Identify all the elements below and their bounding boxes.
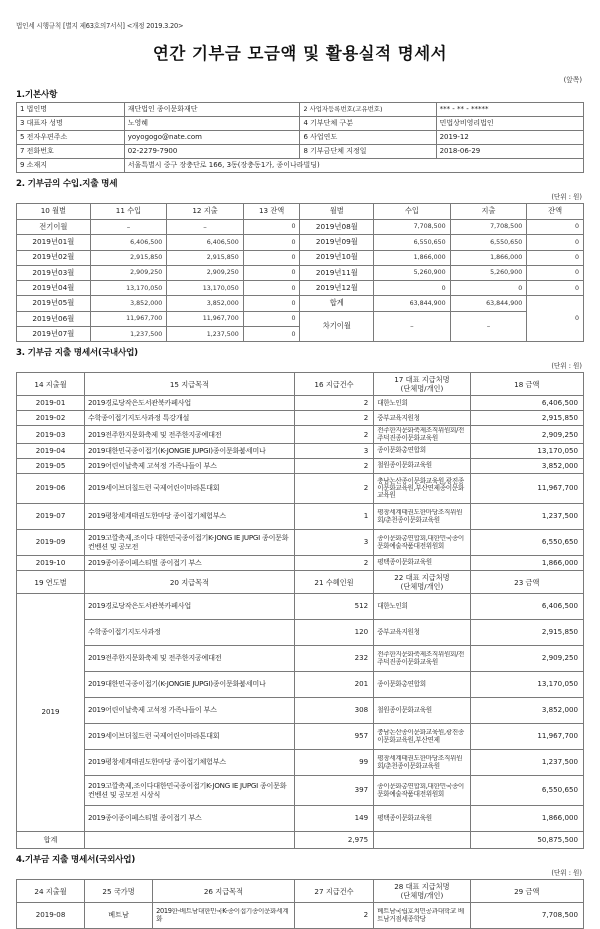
col-recipient-line1: 17 대표 지급처명 [394,375,450,385]
purpose-cell: 2019어린이날축제 고석정 가족나들이 부스 [85,459,295,474]
purpose-cell: 2019경로당작은도서관북카페사업 [85,396,295,411]
purpose-cell: 2019종이종이페스티벌 종이접기 부스 [85,556,295,571]
income-cell: 3,852,000 [90,296,167,311]
table-row [17,672,584,698]
table-row [17,903,584,929]
col-recipient [374,373,470,396]
total-expense-cell: 63,844,900 [450,296,527,311]
income-cell: 11,967,700 [90,311,167,326]
table-row [17,265,584,280]
col-year-recipient [374,571,470,594]
table-row [17,145,584,159]
address-label: 9 소재지 [17,159,125,173]
income-cell: 5,260,900 [374,265,451,280]
table-row [17,250,584,265]
col-expense-right: 지출 [450,204,527,220]
overseas-expenditure-table [16,879,584,929]
income-cell: 6,406,500 [90,235,167,250]
col-month-right: 월별 [300,204,374,220]
carryforward-label-cell: 차기이월 [300,311,374,342]
table-row [17,776,584,806]
count-cell: 2 [294,903,373,929]
total-label: 합계 [17,832,85,849]
recipient-cell: 종이문화총연합회,대한민국종이문화예술작품대전위원회 [377,783,464,798]
table-row [17,235,584,250]
beneficiaries-cell: 957 [294,724,373,750]
month-cell: 2019-01 [17,396,85,411]
recipient-cell: 전주한지문화축제조직위원회/전주덕진종이문화교육원 [377,427,465,442]
count-cell: 1 [294,504,373,530]
recipient-cell: 대한노인회 [374,396,470,411]
count-cell: 2 [294,411,373,426]
recipient-cell: 종이문화총연합회 [374,672,470,698]
address-value: 서울특별시 중구 장충단로 166, 3동(장충동1가, 종이나라빌딩) [124,159,583,173]
beneficiaries-cell: 308 [294,698,373,724]
representative-label: 3 대표자 성명 [17,117,125,131]
beneficiaries-cell: 201 [294,672,373,698]
recipient-cell: 평창세계태권도한마당조직위원회/춘천종이문화교육원 [377,755,463,770]
org-type-label: 4 기부단체 구분 [300,117,436,131]
balance-cell: 0 [243,311,300,326]
month-cell: 2019-09 [17,530,85,556]
business-number-value: *** - ** - ***** [436,103,583,117]
recipient-cell: 전주한지문화축제조직위원회/전주덕진종이문화교육원 [377,651,465,666]
month-cell: 2019-08 [17,903,85,929]
month-cell: 2019년09월 [300,235,374,250]
table-row [17,311,584,326]
table-row [17,444,584,459]
count-cell: 3 [294,444,373,459]
recipient-cell: 평택종이문화교육원 [374,556,470,571]
balance-cell: 0 [243,265,300,280]
expense-cell: 2,909,250 [167,265,244,280]
recipient-cell: 평창세계태권도한마당조직위원회/춘천종이문화교육원 [377,509,463,524]
amount-cell: 1,866,000 [470,806,583,832]
recipient-cell: 대한노인회 [374,594,470,620]
purpose-cell: 2019대한민국종이접기(K-JONGIE JUPGI)종이문화붐세미나 [85,672,295,698]
phone-label: 7 전화번호 [17,145,125,159]
amount-cell: 3,852,000 [470,698,583,724]
fiscal-year-label: 6 사업연도 [300,131,436,145]
table-row [17,220,584,235]
income-cell: 13,170,050 [90,281,167,296]
fiscal-year-value: 2019-12 [436,131,583,145]
table-row [17,698,584,724]
expense-cell: 6,406,500 [167,235,244,250]
month-cell: 전기이월 [17,220,91,235]
expense-cell: 13,170,050 [167,281,244,296]
table-header-row [17,373,584,396]
col-balance-right: 잔액 [527,204,584,220]
col-year-amount: 23 금액 [470,571,583,594]
col-overseas-purpose: 26 지급목적 [153,880,295,903]
table-row [17,594,584,620]
purpose-cell: 2019한-베트남대한민국K-종이접기종이문화세계화 [156,908,289,923]
month-cell: 2019년12월 [300,281,374,296]
beneficiaries-cell: 120 [294,620,373,646]
designation-date-label: 8 기부금단체 지정일 [300,145,436,159]
balance-cell: 0 [243,281,300,296]
col-year: 19 연도별 [17,571,85,594]
table-row [17,530,584,556]
country-cell: 베트남 [85,903,153,929]
table-header-row [17,880,584,903]
amount-cell: 13,170,050 [470,672,583,698]
month-cell: 2019-05 [17,459,85,474]
balance-cell: 0 [527,265,584,280]
income-cell: 1,866,000 [374,250,451,265]
purpose-cell: 2019대한민국종이접기(K-JONGIE JUPGI)종이문화붐세미나 [88,446,266,455]
section-2-title: 2. 기부금의 수입.지출 명세 [16,179,118,189]
table-row [17,556,584,571]
balance-cell: 0 [243,220,300,235]
month-cell: 2019년07월 [17,327,91,342]
month-cell: 2019년03월 [17,265,91,280]
purpose-cell: 수학종이접기지도사과정 특강개설 [85,411,295,426]
col-balance-left: 13 잔액 [243,204,300,220]
form-code: 법인세 시행규칙 [별지 제63호의7서식] <개정 2019.3.20> [16,22,184,30]
email-label: 5 전자우편주소 [17,131,125,145]
beneficiaries-cell: 232 [294,646,373,672]
section-2-unit: (단위 : 원) [551,193,582,201]
corp-name-label: 1 법인명 [17,103,125,117]
month-cell: 2019년01월 [17,235,91,250]
col-income-left: 11 수입 [90,204,167,220]
total-recipient-cell [374,832,470,849]
month-cell: 2019년10월 [300,250,374,265]
table-row [17,806,584,832]
representative-value: 노영혜 [124,117,300,131]
amount-cell: 6,550,650 [470,530,583,556]
total-income-cell: 63,844,900 [374,296,451,311]
col-overseas-count: 27 지급건수 [294,880,373,903]
purpose-cell: 2019평창세계태권도한마당 종이접기체험부스 [85,750,295,776]
expense-cell: 1,237,500 [167,327,244,342]
amount-cell: 6,550,650 [470,776,583,806]
expense-cell: 6,550,650 [450,235,527,250]
count-cell: 2 [294,396,373,411]
expense-cell: 0 [450,281,527,296]
designation-date-value: 2018-06-29 [436,145,583,159]
amount-cell: 13,170,050 [470,444,583,459]
col-overseas-amount: 29 금액 [470,880,583,903]
table-header-row [17,204,584,220]
recipient-cell: 평택종이문화교육원 [374,806,470,832]
month-cell: 2019-07 [17,504,85,530]
basic-info-table [16,102,584,173]
col-recipient-line2: (단체명/개인) [400,384,444,394]
month-cell: 2019-04 [17,444,85,459]
count-cell: 2 [294,459,373,474]
month-cell: 2019년02월 [17,250,91,265]
month-cell: 2019-02 [17,411,85,426]
table-total-row [17,832,584,849]
beneficiaries-cell: 397 [294,776,373,806]
table-row [17,504,584,530]
page-title: 연간 기부금 모금액 및 활용실적 명세서 [152,44,448,63]
purpose-cell: 2019경로당작은도서관북카페사업 [85,594,295,620]
corp-name-value: 재단법인 종이문화재단 [124,103,300,117]
count-cell: 3 [294,530,373,556]
col-payment-count: 16 지급건수 [294,373,373,396]
income-cell: 6,550,650 [374,235,451,250]
month-cell: 2019-10 [17,556,85,571]
recipient-cell: 중부교육지원청 [374,411,470,426]
total-purpose-cell [85,832,295,849]
monthly-ledger-table [16,203,584,342]
table-row [17,281,584,296]
total-beneficiaries: 2,975 [294,832,373,849]
month-cell: 2019년08월 [300,220,374,235]
domestic-expenditure-table [16,372,584,849]
balance-cell: 0 [527,220,584,235]
section-4-unit: (단위 : 원) [551,869,582,878]
income-cell: 2,915,850 [90,250,167,265]
recipient-cell: 철원종이문화교육원 [374,459,470,474]
col-overseas-recipient-line2: (단체명/개인) [400,891,444,901]
balance-cell: 0 [243,296,300,311]
section-3-unit: (단위 : 원) [551,362,582,371]
table-row [17,296,584,311]
purpose-cell: 2019고깔축제,조이다대한민국종이접기K-JONG IE JUPGI 종이문화 컨벤션 및 공모전 시상식 [85,776,295,806]
balance-cell: 0 [527,250,584,265]
col-overseas-recipient [374,880,470,903]
month-cell: 2019년11월 [300,265,374,280]
recipient-cell: 철원종이문화교육원 [374,698,470,724]
balance-cell: 0 [527,281,584,296]
month-cell: 2019년06월 [17,311,91,326]
amount-cell: 2,915,850 [470,411,583,426]
recipient-cell: 베트남국립호치민공과대학교 베트남거점세종학당 [377,908,464,923]
month-cell: 2019-03 [17,426,85,444]
month-cell: 2019년05월 [17,296,91,311]
section-3-title: 3. 기부금 지출 명세서(국내사업) [16,348,138,359]
year-cell: 2019 [17,594,85,832]
amount-cell: 11,967,700 [470,474,583,504]
income-cell: 2,909,250 [90,265,167,280]
total-label-cell: 합계 [300,296,374,311]
amount-cell: 2,909,250 [470,646,583,672]
amount-cell: 2,909,250 [470,426,583,444]
email-value: yoyogogo@nate.com [124,131,300,145]
table-row [17,117,584,131]
col-expense-left: 12 지출 [167,204,244,220]
table-row [17,459,584,474]
month-cell: 2019-06 [17,474,85,504]
income-cell: 1,237,500 [90,327,167,342]
recipient-cell: 종이문화총연합회 [374,444,470,459]
recipient-cell: 중부교육지원청 [374,620,470,646]
purpose-cell: 2019전주한지문화축제 및 전주한지공예대전 [85,646,295,672]
col-month-left: 10 월별 [17,204,91,220]
expense-cell: 7,708,500 [450,220,527,235]
carryforward-income-cell: – [374,311,451,342]
amount-cell: 3,852,000 [470,459,583,474]
business-number-label: 2 사업자등록번호(고유번호) [300,103,436,117]
recipient-cell: 충남논산종이문화교육원,광진종이문화교육원,부산연제 [377,729,464,744]
income-cell: 7,708,500 [374,220,451,235]
balance-cell: 0 [527,235,584,250]
month-cell: 2019년04월 [17,281,91,296]
col-overseas-month: 24 지출월 [17,880,85,903]
page-side-marker: (앞쪽) [563,76,582,84]
col-beneficiaries: 21 수혜인원 [294,571,373,594]
beneficiaries-cell: 512 [294,594,373,620]
amount-cell: 1,866,000 [470,556,583,571]
count-cell: 2 [294,474,373,504]
col-year-purpose: 20 지급목적 [85,571,295,594]
purpose-cell: 2019세이브더칠드런 국제어린이마라톤대회 [85,724,295,750]
section-1-title: 1.기본사항 [16,90,58,100]
carryforward-balance-cell: 0 [527,296,584,342]
recipient-cell: 충남논산종이문화교육원,광진종이문화교육원,부산연제종이문화교육원 [374,474,470,504]
total-amount: 50,875,500 [470,832,583,849]
phone-value: 02-2279-7900 [124,145,300,159]
table-row [17,646,584,672]
table-row [17,724,584,750]
purpose-cell: 2019세이브더칠드런 국제어린이마라톤대회 [85,474,295,504]
table-row [17,396,584,411]
amount-cell: 2,915,850 [470,620,583,646]
carryforward-expense-cell: – [450,311,527,342]
expense-cell: 1,866,000 [450,250,527,265]
income-cell: 0 [374,281,451,296]
col-country: 25 국가명 [85,880,153,903]
purpose-cell: 2019전주한지문화축제 및 전주한지공예대전 [85,426,295,444]
expense-cell: 11,967,700 [167,311,244,326]
count-cell: 2 [294,426,373,444]
table-row [17,159,584,173]
table-row [17,750,584,776]
beneficiaries-cell: 149 [294,806,373,832]
table-row [17,411,584,426]
expense-cell: 5,260,900 [450,265,527,280]
amount-cell: 7,708,500 [470,903,583,929]
amount-cell: 1,237,500 [470,750,583,776]
section-4-title: 4.기부금 지출 명세서(국외사업) [16,855,136,866]
balance-cell: 0 [243,235,300,250]
col-amount: 18 금액 [470,373,583,396]
expense-cell: 3,852,000 [167,296,244,311]
purpose-cell: 2019평창세계태권도한마당 종이접기체험부스 [88,512,226,521]
balance-cell: 0 [243,250,300,265]
table-row [17,103,584,117]
col-payment-month: 14 지출월 [17,373,85,396]
income-cell: – [90,220,167,235]
col-year-recipient-line1: 22 대표 지급처명 [394,573,450,583]
col-year-recipient-line2: (단체명/개인) [400,582,444,592]
purpose-cell: 2019고깔축제,조이다 대한민국종이접기K-JONG IE JUPGI 종이문화 컨벤션 및 공모전 [88,534,289,551]
amount-cell: 11,967,700 [470,724,583,750]
col-payment-purpose: 15 지급목적 [85,373,295,396]
expense-cell: – [167,220,244,235]
col-overseas-recipient-line1: 28 대표 지급처명 [394,882,450,892]
recipient-cell: 종이문화총연합회,대한민국종이문화예술작품대전위원회 [377,535,464,550]
purpose-cell: 2019종이종이페스티벌 종이접기 부스 [85,806,295,832]
table-subheader-row [17,571,584,594]
amount-cell: 6,406,500 [470,594,583,620]
amount-cell: 6,406,500 [470,396,583,411]
beneficiaries-cell: 99 [294,750,373,776]
table-row [17,131,584,145]
table-row [17,426,584,444]
purpose-cell: 2019어린이날축제 고석정 가족나들이 부스 [85,698,295,724]
amount-cell: 1,237,500 [470,504,583,530]
org-type-value: 민법상비영리법인 [436,117,583,131]
purpose-cell: 수학종이접기지도사과정 [85,620,295,646]
balance-cell: 0 [243,327,300,342]
expense-cell: 2,915,850 [167,250,244,265]
table-row [17,474,584,504]
table-row [17,620,584,646]
count-cell: 2 [294,556,373,571]
col-income-right: 수입 [374,204,451,220]
